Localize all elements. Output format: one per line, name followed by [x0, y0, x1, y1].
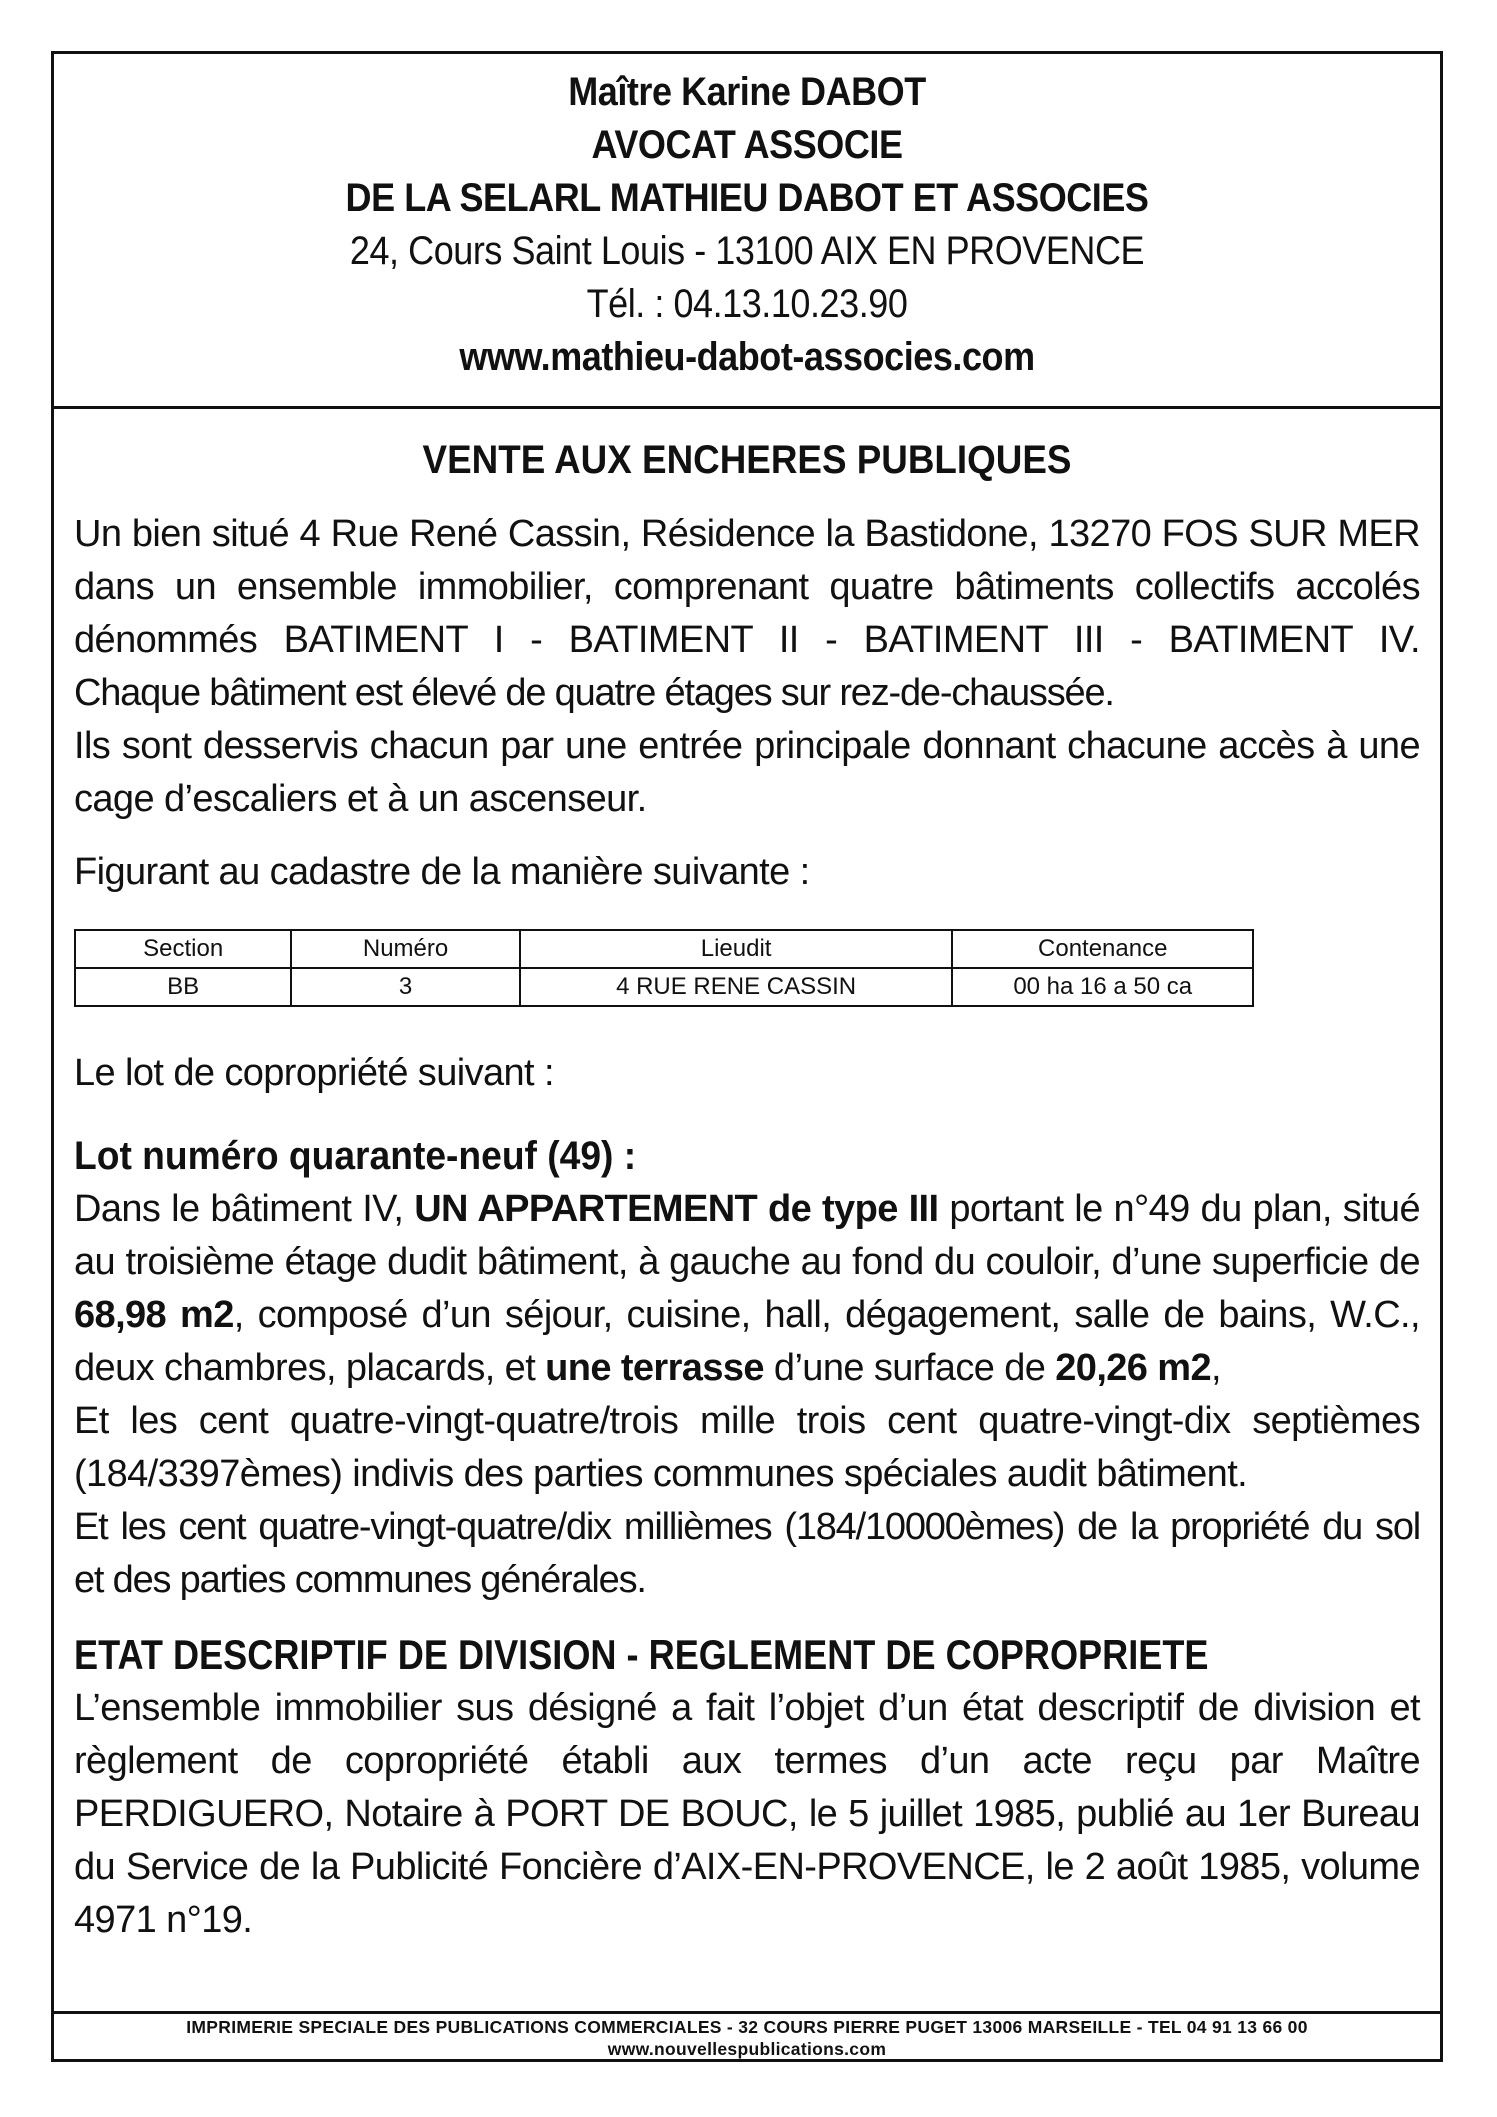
lot-special-shares: Et les cent quatre-vingt-quatre/trois mille trois cent quatre-vingt-dix septièmes (184/3397èmes) indivis des parties communes spéciales audit bâtiment.: [74, 1400, 1420, 1495]
cadastre-header-cell: Contenance: [952, 930, 1253, 968]
lot-title: Lot numéro quarante-neuf (49) :: [74, 1134, 637, 1178]
printer-footer: [54, 2011, 1440, 2059]
firm-address: 24, Cours Saint Louis - 13100 AIX EN PROVENCE: [349, 229, 1145, 273]
law-firm: DE LA SELARL MATHIEU DABOT ET ASSOCIES: [345, 176, 1149, 220]
firm-website: www.mathieu-dabot-associes.com: [459, 335, 1035, 379]
division-text: L’ensemble immobilier sus désigné a fait l’objet d’un état descriptif de division et règlement de copropriété établi aux termes d’un acte reçu par Maître PERDIGUERO, Notaire à PORT DE BOUC, le 5 juillet 1985, publié au 1er Bureau du Service de la Publicité Foncière d’AIX-EN-PROVENCE, le 2 août 1985, volume 4971 n°19.: [74, 1687, 1420, 1941]
cadastre-cell: BB: [75, 968, 291, 1006]
notice-frame: [51, 51, 1443, 2062]
apartment-area: 68,98 m2: [74, 1294, 234, 1336]
lot-intro: Le lot de copropriété suivant :: [74, 1052, 554, 1094]
firm-phone: Tél. : 04.13.10.23.90: [586, 282, 908, 326]
cadastre-data-row: [75, 968, 1253, 1006]
cadastre-intro: Figurant au cadastre de la manière suivante :: [74, 851, 810, 893]
cadastre-header-cell: Section: [75, 930, 291, 968]
property-floors: Chaque bâtiment est élevé de quatre étages sur rez-de-chaussée.: [74, 672, 1114, 714]
printer-info: IMPRIMERIE SPECIALE DES PUBLICATIONS COMMERCIALES - 32 COURS PIERRE PUGET 13006 MARSEILLE - TEL 04 91 13 66 00: [186, 2017, 1308, 2037]
printer-website: www.nouvellespublications.com: [607, 2039, 887, 2059]
cadastre-table: [74, 929, 1254, 1007]
notice-body: [74, 434, 1420, 1947]
property-access: Ils sont desservis chacun par une entrée principale donnant chacune accès à une cage d’escaliers et à un ascenseur.: [74, 725, 1420, 820]
apartment-type: UN APPARTEMENT de type III: [414, 1188, 939, 1230]
division-title: ETAT DESCRIPTIF DE DIVISION - REGLEMENT DE COPROPRIETE: [74, 1631, 1209, 1678]
lawyer-header: [54, 54, 1440, 409]
lot-general-shares: Et les cent quatre-vingt-quatre/dix millièmes (184/10000èmes) de la propriété du sol et des parties communes générales.: [74, 1506, 1420, 1601]
cadastre-header-cell: Numéro: [291, 930, 519, 968]
cadastre-header-row: [75, 930, 1253, 968]
cadastre-cell: 00 ha 16 a 50 ca: [952, 968, 1253, 1006]
property-intro: Un bien situé 4 Rue René Cassin, Résidence la Bastidone, 13270 FOS SUR MER dans un ensemble immobilier, comprenant quatre bâtiments collectifs accolés dénommés BATIMENT I - BATIMENT II - BATIMENT III - BATIMENT IV.: [74, 513, 1420, 661]
notice-title: VENTE AUX ENCHERES PUBLIQUES: [422, 438, 1072, 482]
cadastre-cell: 4 RUE RENE CASSIN: [520, 968, 953, 1006]
lot-description: Dans le bâtiment IV, UN APPARTEMENT de type III portant le n°49 du plan, situé au troisième étage dudit bâtiment, à gauche au fond du couloir, d’une superficie de 68,98 m2, composé d’un séjour, cuisine, hall, dégagement, salle de bains, W.C., deux chambres, placards, et une terrasse d’une surface de 20,26 m2,: [74, 1188, 1420, 1389]
lawyer-role: AVOCAT ASSOCIE: [591, 123, 903, 167]
cadastre-header-cell: Lieudit: [520, 930, 953, 968]
lawyer-name: Maître Karine DABOT: [568, 70, 926, 114]
terrace-label: une terrasse: [545, 1347, 764, 1389]
cadastre-cell: 3: [291, 968, 519, 1006]
terrace-area: 20,26 m2: [1055, 1347, 1212, 1389]
